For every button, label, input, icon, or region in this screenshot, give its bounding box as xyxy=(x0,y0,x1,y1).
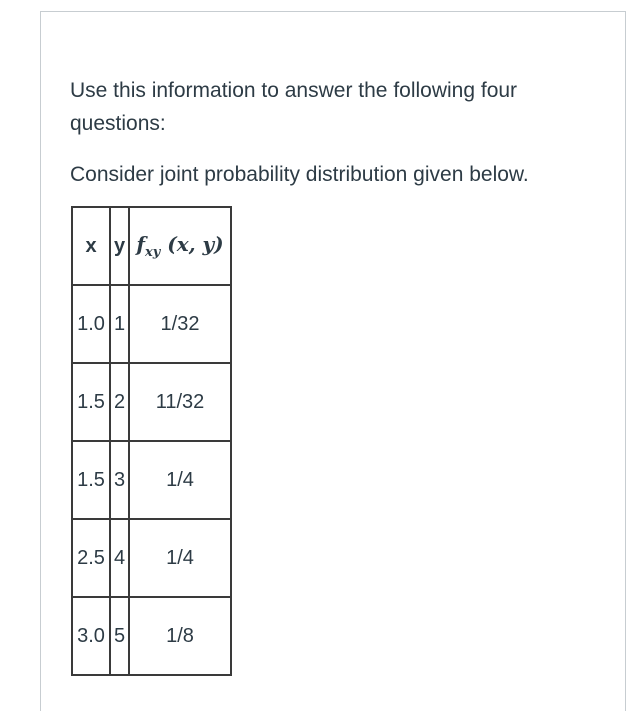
header-f-args: (x, y) xyxy=(160,232,224,256)
header-x: x xyxy=(72,207,110,285)
cell-y: 1 xyxy=(110,285,129,363)
table-row xyxy=(72,597,231,675)
header-y: y xyxy=(110,207,129,285)
header-fxy xyxy=(129,207,231,285)
cell-x: 3.0 xyxy=(72,597,110,675)
intro-text: Use this information to answer the following four questions: xyxy=(70,79,518,135)
cell-fxy: 1/32 xyxy=(129,285,231,363)
cell-x: 1.5 xyxy=(72,441,110,519)
cell-y: 5 xyxy=(110,597,129,675)
cell-fxy: 11/32 xyxy=(129,363,231,441)
table-header-row xyxy=(72,207,231,285)
table-row xyxy=(72,363,231,441)
cell-x: 2.5 xyxy=(72,519,110,597)
cell-y: 2 xyxy=(110,363,129,441)
table-row xyxy=(72,519,231,597)
joint-distribution-table xyxy=(71,206,232,676)
cell-fxy: 1/4 xyxy=(129,441,231,519)
cell-fxy: 1/8 xyxy=(129,597,231,675)
cell-y: 3 xyxy=(110,441,129,519)
cell-fxy: 1/4 xyxy=(129,519,231,597)
header-f: f xyxy=(136,232,145,256)
cell-x: 1.0 xyxy=(72,285,110,363)
cell-x: 1.5 xyxy=(72,363,110,441)
question-card xyxy=(40,11,626,711)
table-row xyxy=(72,441,231,519)
table-row xyxy=(72,285,231,363)
header-f-subscript: xy xyxy=(144,245,161,260)
cell-y: 4 xyxy=(110,519,129,597)
consider-text: Consider joint probability distribution given below. xyxy=(70,163,529,186)
